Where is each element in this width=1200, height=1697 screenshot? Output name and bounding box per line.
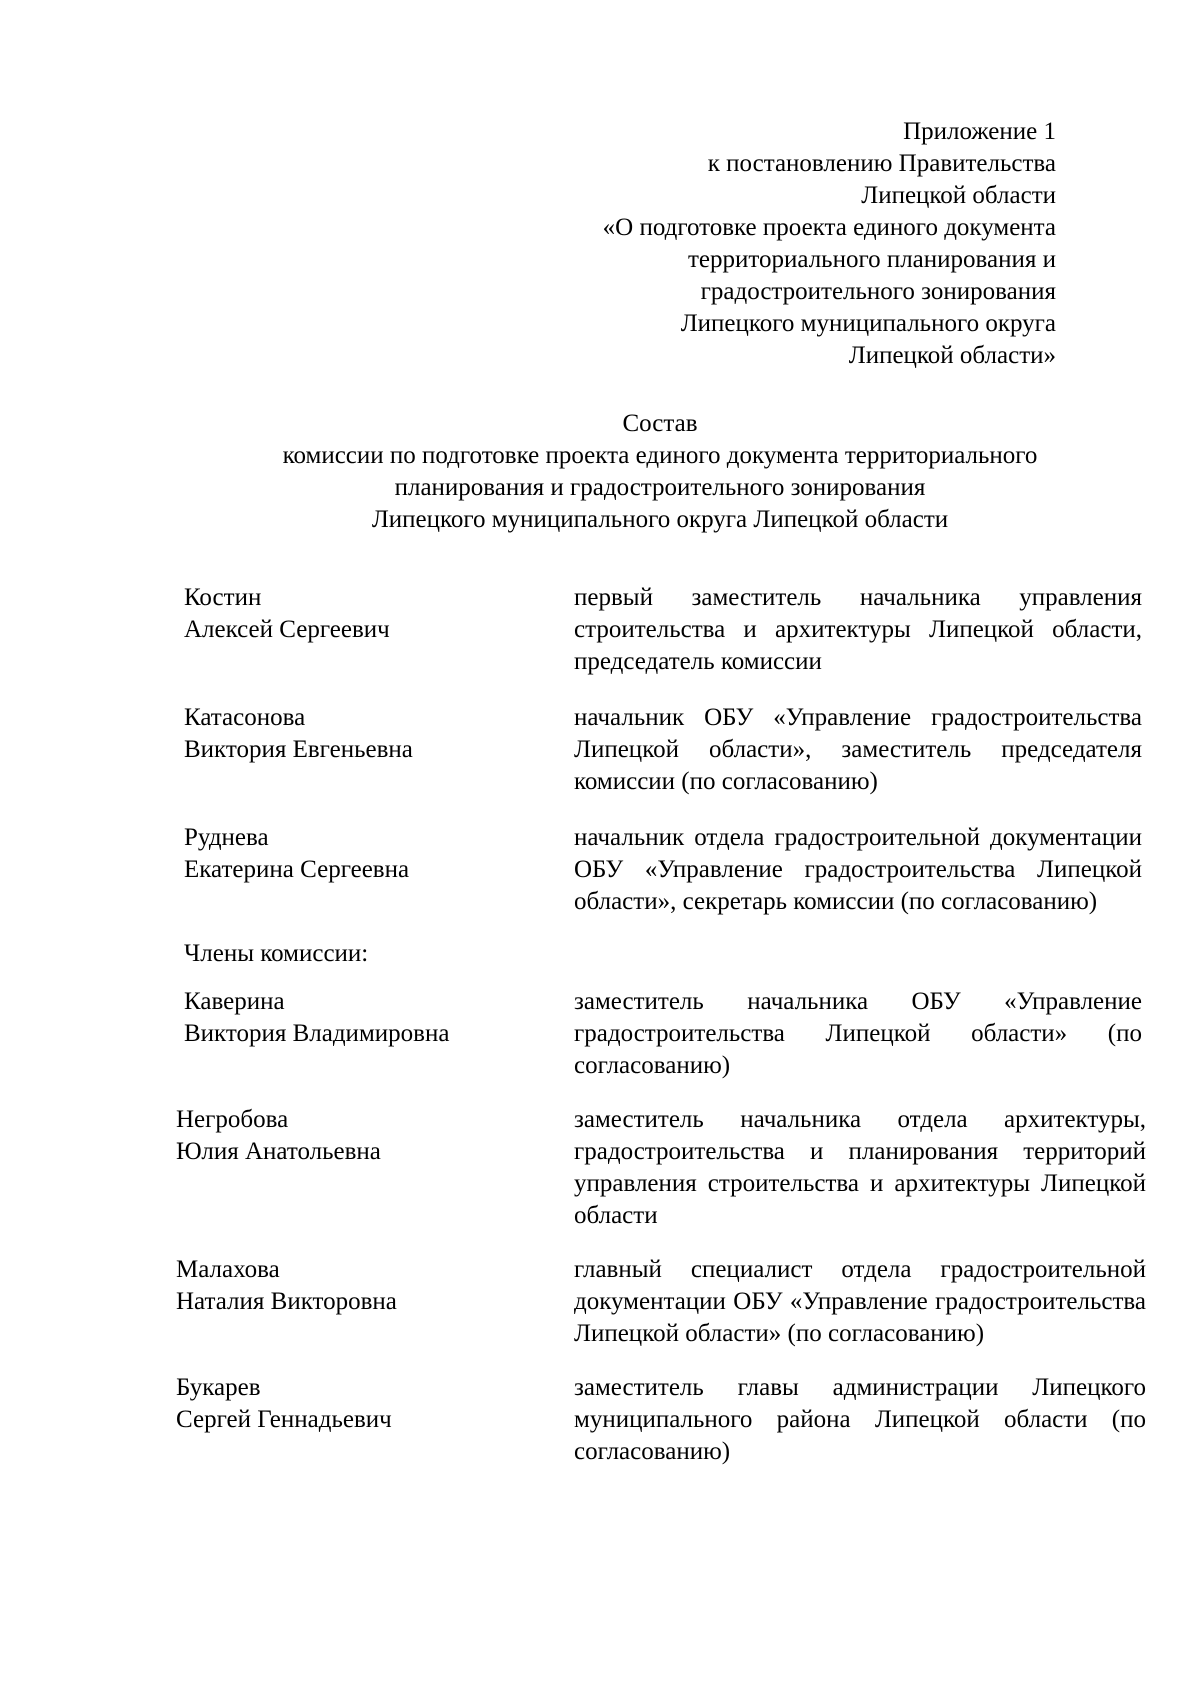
commission-member	[0, 582, 1200, 678]
member-given-name: Екатерина Сергеевна	[184, 856, 410, 883]
member-surname: Костин	[184, 584, 262, 611]
appendix-line: Липецкой области»	[848, 342, 1056, 369]
member-role: главный специалист отдела градостроительной документации ОБУ «Управление градостроительства Липецкой области» (по согласованию)	[574, 1256, 1146, 1347]
appendix-line: к постановлению Правительства	[707, 150, 1056, 177]
commission-member	[0, 1372, 1200, 1468]
member-name	[184, 986, 544, 1050]
appendix-header	[456, 116, 1056, 372]
member-name	[176, 1254, 536, 1318]
member-given-name: Сергей Геннадьевич	[176, 1406, 392, 1433]
appendix-line: «О подготовке проекта единого документа	[602, 214, 1056, 241]
appendix-line: территориального планирования и	[688, 246, 1056, 273]
member-surname: Руднева	[184, 824, 269, 851]
member-name	[184, 702, 544, 766]
commission-member	[0, 822, 1200, 918]
commission-member	[0, 986, 1200, 1082]
member-role: заместитель начальника отдела архитектуры, градостроительства и планирования территорий управления строительства и архитектуры Липецкой области	[574, 1106, 1146, 1229]
member-name	[176, 1372, 536, 1436]
member-given-name: Алексей Сергеевич	[184, 616, 390, 643]
appendix-line: Липецкой области	[861, 182, 1056, 209]
member-role: начальник ОБУ «Управление градостроительства Липецкой области», заместитель председателя комиссии (по согласованию)	[574, 704, 1142, 795]
title-line: Состав	[622, 410, 698, 437]
member-surname: Малахова	[176, 1256, 280, 1283]
member-given-name: Юлия Анатольевна	[176, 1138, 381, 1165]
commission-member	[0, 1254, 1200, 1350]
member-surname: Каверина	[184, 988, 285, 1015]
commission-list	[0, 582, 1200, 1468]
appendix-line: градостроительного зонирования	[700, 278, 1056, 305]
member-role: заместитель начальника ОБУ «Управление градостроительства Липецкой области» (по согласованию)	[574, 988, 1142, 1079]
appendix-line: Приложение 1	[903, 118, 1056, 145]
members-section-label: Члены комиссии:	[184, 940, 369, 967]
member-surname: Букарев	[176, 1374, 261, 1401]
title-line: комиссии по подготовке проекта единого документа территориального	[282, 442, 1038, 469]
member-surname: Негробова	[176, 1106, 289, 1133]
member-role: заместитель главы администрации Липецкого муниципального района Липецкой области (по согласованию)	[574, 1374, 1146, 1465]
title-line: Липецкого муниципального округа Липецкой области	[371, 506, 949, 533]
member-given-name: Виктория Владимировна	[184, 1020, 450, 1047]
member-role: начальник отдела градостроительной документации ОБУ «Управление градостроительства Липецкой области», секретарь комиссии (по согласованию)	[574, 824, 1142, 915]
commission-member	[0, 1104, 1200, 1232]
member-given-name: Наталия Викторовна	[176, 1288, 397, 1315]
member-role: первый заместитель начальника управления строительства и архитектуры Липецкой области, председатель комиссии	[574, 584, 1142, 675]
title-line: планирования и градостроительного зонирования	[394, 474, 926, 501]
appendix-line: Липецкого муниципального округа	[680, 310, 1056, 337]
member-given-name: Виктория Евгеньевна	[184, 736, 413, 763]
member-name	[184, 582, 544, 646]
member-name	[184, 822, 544, 886]
member-name	[176, 1104, 536, 1168]
document-title	[0, 408, 1200, 536]
commission-member	[0, 702, 1200, 798]
member-surname: Катасонова	[184, 704, 306, 731]
